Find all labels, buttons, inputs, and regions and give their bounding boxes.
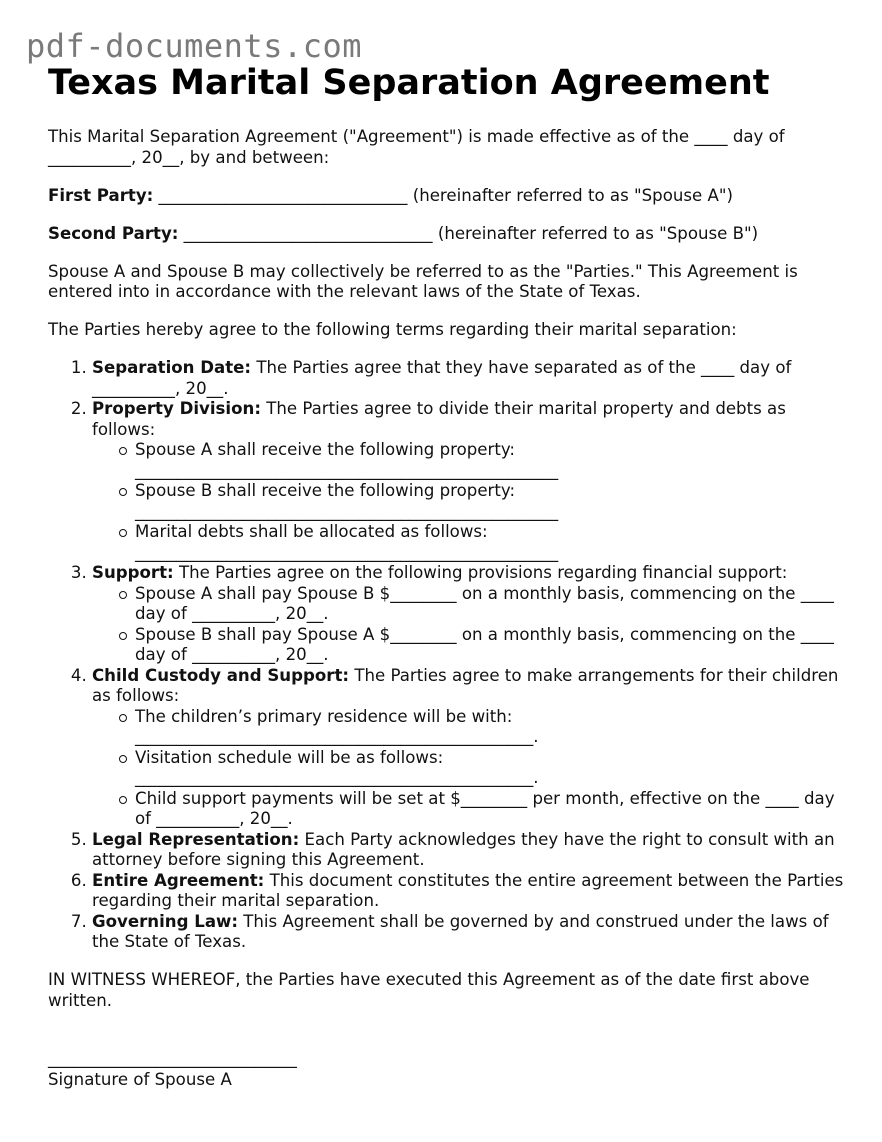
- second-party-line: [48, 224, 848, 245]
- term-text: The Parties agree to divide their marital property and debts as follows:: [92, 399, 786, 439]
- term-legal-representation: [92, 830, 848, 871]
- term-text: The Parties agree on the following provisions regarding financial support:: [173, 563, 788, 582]
- first-party-label: First Party:: [48, 185, 154, 205]
- second-party-label: Second Party:: [48, 223, 179, 243]
- term-heading: Legal Representation:: [92, 829, 300, 849]
- term-support: [92, 563, 848, 666]
- sub-item: Visitation schedule will be as follows: ________________________________________________.: [135, 748, 848, 789]
- term-text: The Parties agree that they have separated as of the ____ day of __________, 20__.: [92, 358, 792, 398]
- page-title: Texas Marital Separation Agreement: [48, 63, 770, 103]
- first-party-text: ______________________________ (hereinafter referred to as "Spouse A"): [153, 185, 733, 205]
- term-heading: Child Custody and Support:: [92, 665, 350, 685]
- term-governing-law: [92, 912, 848, 953]
- sub-item: Spouse B shall receive the following property: ___________________________________________________: [135, 481, 848, 522]
- second-party-text: ______________________________ (hereinafter referred to as "Spouse B"): [178, 223, 759, 243]
- property-sublist: [92, 440, 848, 563]
- signature-line: ______________________________: [48, 1049, 297, 1068]
- parties-paragraph: Spouse A and Spouse B may collectively be referred to as the "Parties." This Agreement is entered into in accordance with the relevant laws of the State of Texas.: [48, 261, 798, 301]
- term-separation-date: [92, 358, 848, 399]
- signature-block: [48, 1049, 848, 1090]
- sub-item: Spouse A shall receive the following property: ___________________________________________________: [135, 440, 848, 481]
- sub-item: Spouse A shall pay Spouse B $________ on a monthly basis, commencing on the ____ day of __________, 20__.: [135, 584, 848, 625]
- first-party-line: [48, 186, 848, 207]
- custody-sublist: [92, 707, 848, 830]
- terms-list: [48, 358, 848, 953]
- term-heading: Separation Date:: [92, 358, 252, 377]
- terms-intro: The Parties hereby agree to the following terms regarding their marital separation:: [48, 320, 737, 339]
- sub-item: Child support payments will be set at $________ per month, effective on the ____ day of __________, 20__.: [135, 789, 848, 830]
- support-sublist: [92, 584, 848, 666]
- term-text: This document constitutes the entire agreement between the Parties regarding their marital separation.: [92, 870, 844, 910]
- sub-item: Spouse B shall pay Spouse A $________ on a monthly basis, commencing on the ____ day of __________, 20__.: [135, 625, 848, 666]
- term-heading: Support:: [92, 563, 174, 582]
- term-text: The Parties agree to make arrangements for their children as follows:: [92, 665, 839, 705]
- term-text: This Agreement shall be governed by and construed under the laws of the State of Texas.: [92, 911, 829, 951]
- term-property-division: [92, 399, 848, 563]
- term-child-custody: [92, 666, 848, 830]
- agreement-body: [48, 127, 848, 1090]
- term-entire-agreement: [92, 871, 848, 912]
- witness-paragraph: IN WITNESS WHEREOF, the Parties have executed this Agreement as of the date first above written.: [48, 970, 810, 1010]
- intro-paragraph: This Marital Separation Agreement ("Agreement") is made effective as of the ____ day of __________, 20__, by and between:: [48, 127, 785, 167]
- term-heading: Entire Agreement:: [92, 870, 265, 890]
- watermark-text: pdf-documents.com: [26, 27, 363, 65]
- term-text: Each Party acknowledges they have the right to consult with an attorney before signing this Agreement.: [92, 829, 835, 869]
- term-heading: Property Division:: [92, 399, 261, 418]
- sub-item: The children’s primary residence will be with: ________________________________________________.: [135, 707, 848, 748]
- sub-item: Marital debts shall be allocated as follows: ___________________________________________________: [135, 522, 848, 563]
- signature-label: Signature of Spouse A: [48, 1069, 232, 1089]
- term-heading: Governing Law:: [92, 911, 238, 931]
